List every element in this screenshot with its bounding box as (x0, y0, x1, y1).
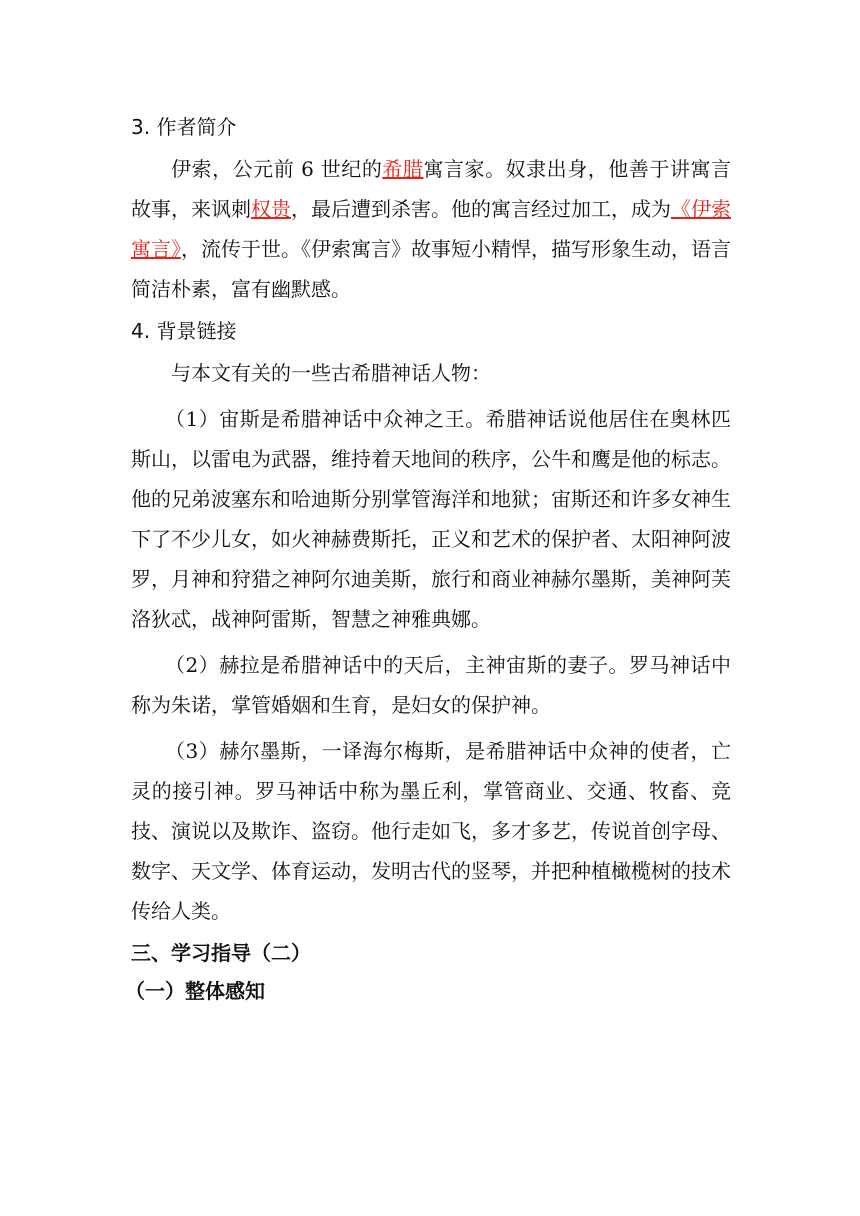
author-text-2: 寓言家。奴隶出身，他善于讲寓言故事，来讽刺 (131, 157, 731, 221)
background-heading: 4. 背景链接 (131, 319, 237, 343)
background-item-zeus: （1）宙斯是希腊神话中众神之王。希腊神话说他居住在奥林匹斯山，以雷电为武器，维持着天地间的秩序，公牛和鹰是他的标志。他的兄弟波塞东和哈迪斯分别掌管海洋和地狱；宙斯还和许多女神生下了不少儿女，如火神赫费斯托，正义和艺术的保护者、太阳神阿波罗，月神和狩猎之神阿尔迪美斯，旅行和商业神赫尔墨斯，美神阿芙洛狄忒，战神阿雷斯，智慧之神雅典娜。 (131, 407, 731, 631)
author-text-3: ，最后遭到杀害。他的寓言经过加工，成为 (291, 197, 671, 221)
background-intro: 与本文有关的一些古希腊神话人物： (171, 361, 491, 385)
document-content (125, 111, 731, 1013)
nobility-link[interactable]: 权贵 (251, 197, 291, 221)
author-text-4: ，流传于世。《伊索寓言》故事短小精悍，描写形象生动，语言简洁朴素，富有幽默感。 (131, 237, 731, 301)
overall-perception-heading: （一）整体感知 (125, 979, 265, 1003)
background-item-hera: （2）赫拉是希腊神话中的天后，主神宙斯的妻子。罗马神话中称为朱诺，掌管婚姻和生育，是妇女的保护神。 (131, 653, 731, 717)
background-item-hermes: （3）赫尔墨斯，一译海尔梅斯，是希腊神话中众神的使者，亡灵的接引神。罗马神话中称为墨丘利，掌管商业、交通、牧畜、竞技、演说以及欺诈、盗窃。他行走如飞，多才多艺，传说首创字母、数字、天文学、体育运动，发明古代的竖琴，并把种植橄榄树的技术传给人类。 (131, 739, 731, 923)
author-text-1: 伊索，公元前 6 世纪的 (171, 157, 383, 181)
study-guide-heading: 三、学习指导（二） (131, 941, 311, 965)
author-intro-heading: 3. 作者简介 (131, 115, 237, 139)
author-intro-paragraph (131, 149, 731, 309)
greece-link[interactable]: 希腊 (382, 157, 424, 181)
aesop-fables-link[interactable]: 《伊索寓言》 (131, 197, 731, 261)
